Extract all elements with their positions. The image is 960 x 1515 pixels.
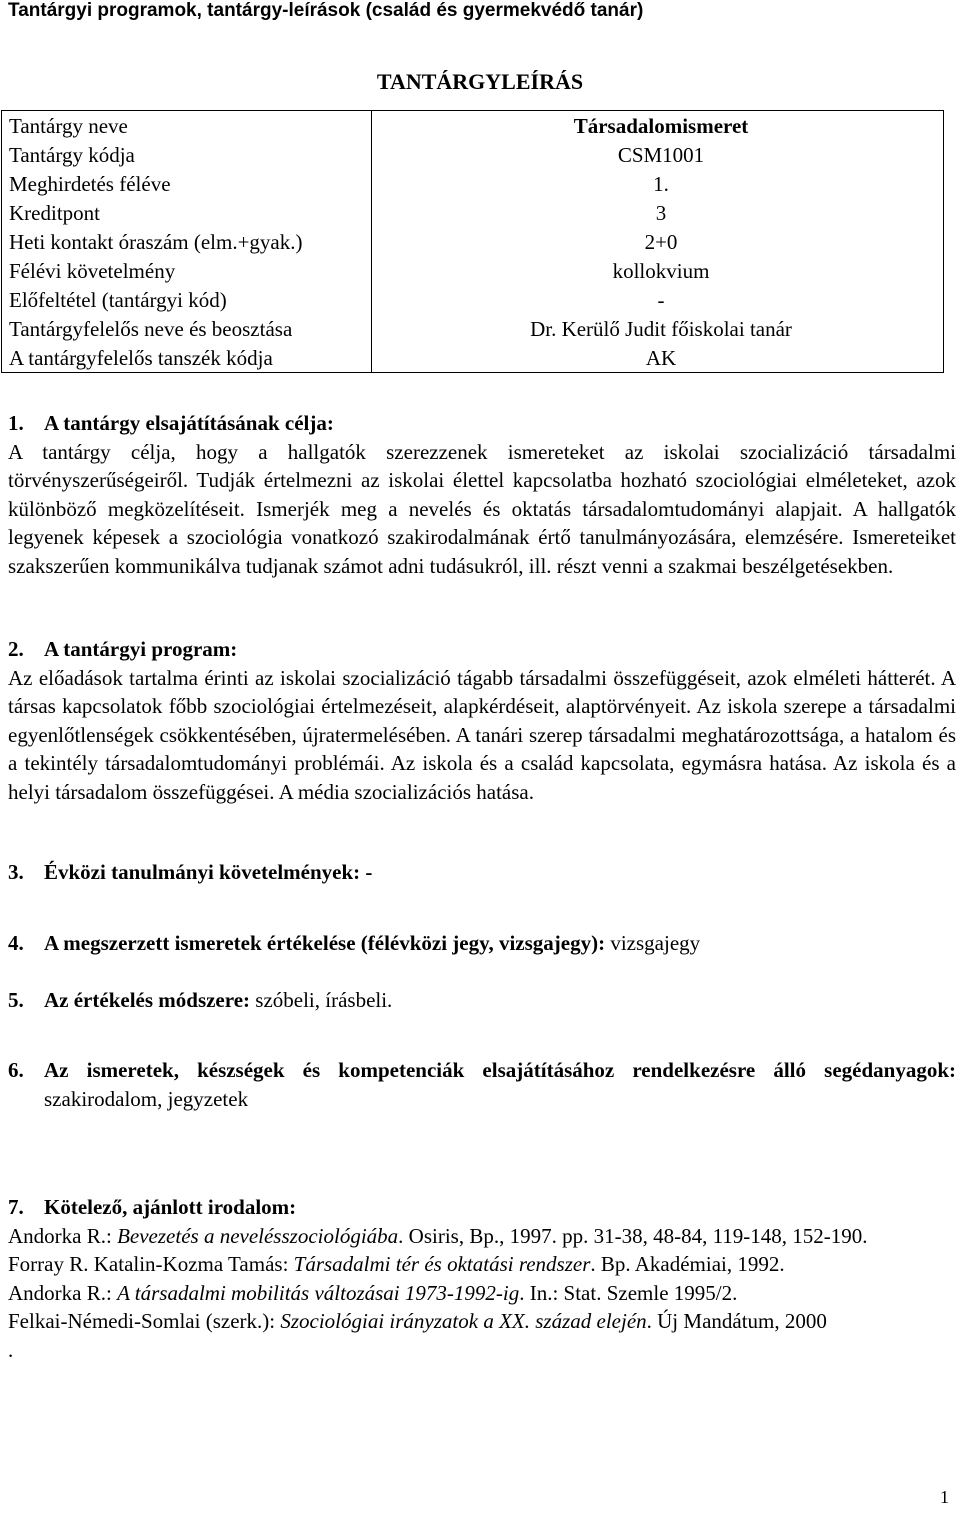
section-5-value: szóbeli, írásbeli. [250, 988, 393, 1012]
section-7 [8, 1193, 956, 1364]
reference-pre: Andorka R.: [8, 1280, 118, 1305]
reference-post: . In.: Stat. Szemle 1995/2. [519, 1280, 738, 1305]
section-4-number: 4. [8, 931, 24, 955]
section-7-title: Kötelező, ajánlott irodalom: [44, 1195, 297, 1219]
reference-item [8, 1279, 956, 1308]
info-row [2, 314, 944, 343]
info-row [2, 343, 944, 373]
info-value: 2+0 [372, 227, 944, 256]
info-row [2, 227, 944, 256]
section-2-title: A tantárgyi program: [44, 637, 238, 661]
reference-pre: Felkai-Némedi-Somlai (szerk.): [8, 1309, 281, 1333]
info-value: CSM1001 [372, 140, 944, 169]
section-3-heading [8, 858, 956, 887]
reference-item [8, 1307, 956, 1336]
reference-pre: Forray R. Katalin-Kozma Tamás: [8, 1252, 294, 1276]
info-label: Tantárgy neve [2, 111, 372, 141]
section-5-number: 5. [8, 988, 24, 1012]
info-label: Előfeltétel (tantárgyi kód) [2, 285, 372, 314]
reference-item [8, 1222, 956, 1251]
section-3-title: Évközi tanulmányi követelmények: - [44, 860, 373, 884]
section-4-title: A megszerzett ismeretek értékelése (félévközi jegy, vizsgajegy): [44, 931, 606, 955]
info-value: kollokvium [372, 256, 944, 285]
reference-list [8, 1222, 956, 1336]
info-row [2, 169, 944, 198]
reference-post: . Bp. Akadémiai, 1992. [590, 1252, 785, 1276]
section-1-body: A tantárgy célja, hogy a hallgatók szerezzenek ismereteket az iskolai szocializáció társadalmi törvényszerűségeiről. Tudják értelmezni az iskolai élettel kapcsolatba hozható szociológiai elméleteket, azok különböző megközelítéseit. Ismerjék meg a nevelés és oktatás társadalomtudományi alapjait. A hallgatók legyenek képesek a szociológia vonatkozó szakirodalmának értő tanulmányozására, elemzésére. Ismereteiket szakszerűen kommunikálva tudjanak számot adni tudásukról, ill. részt venni a szakmai beszélgetésekben. [8, 439, 956, 578]
info-label: Heti kontakt óraszám (elm.+gyak.) [2, 227, 372, 256]
section-2 [8, 635, 956, 806]
section-4-heading [8, 931, 605, 955]
info-value: Dr. Kerülő Judit főiskolai tanár [372, 314, 944, 343]
document-title: TANTÁRGYLEÍRÁS [376, 69, 584, 94]
reference-italic: Szociológiai irányzatok a XX. század elején [280, 1309, 647, 1333]
section-7-number: 7. [8, 1195, 24, 1219]
section-6-title: Az ismeretek, készségek és kompetenciák elsajátításához rendelkezésre álló segédanyagok: [44, 1058, 956, 1082]
info-label: Tantárgyfelelős neve és beosztása [2, 314, 372, 343]
trailing-dot: . [8, 1337, 14, 1362]
section-1-heading [8, 409, 956, 438]
reference-italic: Társadalmi tér és oktatási rendszer [293, 1252, 591, 1276]
info-value: 1. [372, 169, 944, 198]
section-7-heading [8, 1193, 956, 1222]
reference-item [8, 1250, 956, 1279]
info-row [2, 285, 944, 314]
info-label: Kreditpont [2, 198, 372, 227]
page-number: 1 [940, 1487, 949, 1507]
section-5-heading [8, 988, 250, 1012]
section-1-number: 1. [8, 411, 24, 435]
section-6 [8, 1056, 956, 1113]
info-label: Meghirdetés féléve [2, 169, 372, 198]
reference-italic: A társadalmi mobilitás változásai 1973-1992-ig [117, 1280, 520, 1305]
info-value: Társadalomismeret [372, 111, 944, 141]
section-2-number: 2. [8, 637, 24, 661]
info-label: Félévi követelmény [2, 256, 372, 285]
section-3 [8, 858, 956, 887]
section-1-title: A tantárgy elsajátításának célja: [44, 411, 334, 435]
info-row [2, 111, 944, 141]
section-4-value: vizsgajegy [605, 931, 701, 955]
info-value: - [372, 285, 944, 314]
section-6-text [44, 1056, 956, 1113]
reference-post: . Új Mandátum, 2000 [646, 1309, 827, 1333]
section-5 [8, 986, 956, 1015]
info-value: AK [372, 343, 944, 373]
section-2-heading [8, 635, 956, 664]
info-row [2, 198, 944, 227]
section-1 [8, 409, 956, 580]
info-label: Tantárgy kódja [2, 140, 372, 169]
info-label: A tantárgyfelelős tanszék kódja [2, 343, 372, 373]
reference-italic: Bevezetés a nevelésszociológiába [117, 1223, 399, 1248]
section-5-title: Az értékelés módszere: [44, 988, 251, 1012]
reference-pre: Andorka R.: [8, 1223, 118, 1248]
section-3-number: 3. [8, 860, 24, 884]
reference-post: . Osiris, Bp., 1997. pp. 31-38, 48-84, 119-148, 152-190. [398, 1223, 868, 1248]
info-value: 3 [372, 198, 944, 227]
page-header: Tantárgyi programok, tantárgy-leírások (család és gyermekvédő tanár) [8, 0, 644, 21]
course-info-table [1, 110, 944, 373]
section-6-number: 6. [8, 1058, 24, 1082]
info-row [2, 256, 944, 285]
section-2-body: Az előadások tartalma érinti az iskolai szocializáció tágabb társadalmi összefüggéseit, azok elméleti hátterét. A társas kapcsolatok főbb szociológiai értelmezéseit, alapkérdéseit, alaptörvényeit. Az iskola szerepe a társadalmi egyenlőtlenségek csökkentésében, újratermelésében. A tanári szerep társadalmi meghatározottsága, a hatalom és a tekintély társadalomtudományi problémái. Az iskola és a család kapcsolata, egymásra hatása. Az iskola és a helyi társadalom összefüggései. A média szocializációs hatása. [8, 665, 956, 804]
section-6-value: szakirodalom, jegyzetek [44, 1086, 249, 1111]
info-row [2, 140, 944, 169]
section-4 [8, 929, 956, 958]
